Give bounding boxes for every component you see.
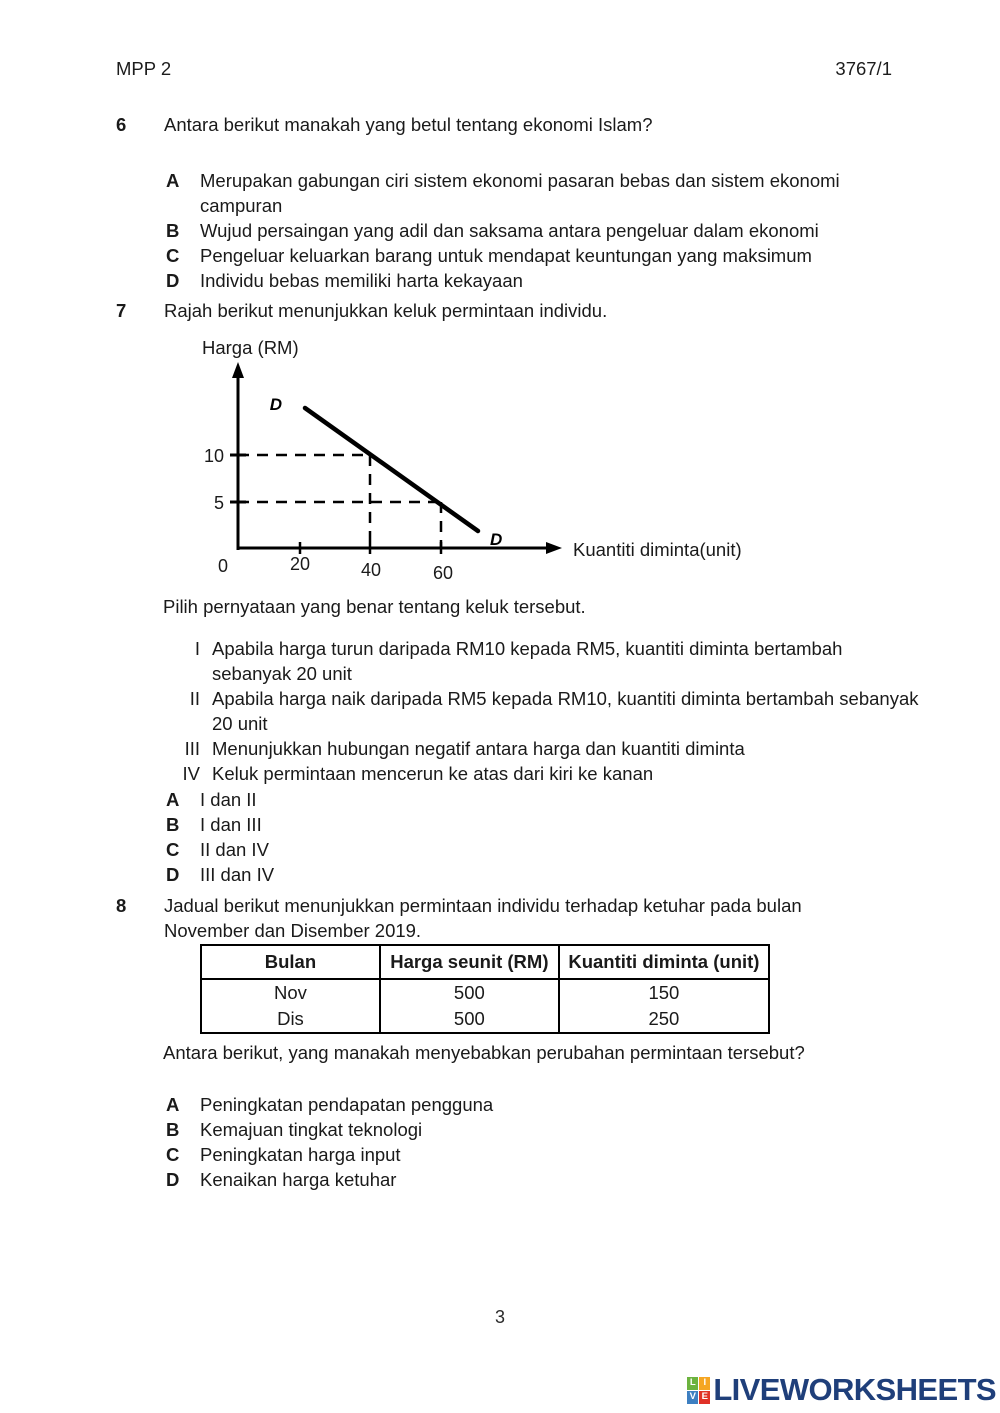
- option-8-C-letter: C: [166, 1144, 180, 1165]
- logo-tile-l: L: [687, 1377, 698, 1390]
- statement-7-II: [160, 686, 920, 736]
- statement-7-I-text: Apabila harga turun daripada RM10 kepada RM5, kuantiti diminta bertambah sebanyak 20 unit: [212, 638, 843, 684]
- option-8-C[interactable]: [166, 1142, 920, 1167]
- table-row: [201, 979, 769, 1006]
- statement-7-II-numeral: II: [189, 688, 200, 709]
- option-7-B[interactable]: [166, 812, 920, 837]
- option-7-C-letter: C: [166, 839, 180, 860]
- option-7-D[interactable]: [166, 862, 920, 887]
- option-8-A-text: Peningkatan pendapatan pengguna: [200, 1094, 494, 1115]
- question-7-statements: [160, 636, 920, 786]
- header-paper-code-left: MPP 2: [116, 58, 172, 79]
- chart-x-tick-label-20: 20: [289, 554, 311, 574]
- question-8: [116, 893, 888, 943]
- option-7-A-letter: A: [166, 789, 180, 810]
- option-8-D-text: Kenaikan harga ketuhar: [200, 1169, 397, 1190]
- option-8-B[interactable]: [166, 1117, 920, 1142]
- question-7: [116, 298, 908, 323]
- option-6-C[interactable]: [166, 243, 920, 268]
- question-7-number: 7: [116, 300, 127, 321]
- question-8-number: 8: [116, 895, 127, 916]
- liveworksheets-logo[interactable]: [687, 1372, 996, 1408]
- chart-x-tick-label-40: 40: [360, 560, 382, 580]
- chart-x-axis-arrow: [546, 542, 562, 554]
- statement-7-I-numeral: I: [194, 638, 200, 659]
- option-6-D[interactable]: [166, 268, 920, 293]
- option-8-B-letter: B: [166, 1119, 180, 1140]
- statement-7-II-text: Apabila harga naik daripada RM5 kepada RM10, kuantiti diminta bertambah sebanyak 20 unit: [212, 688, 919, 734]
- option-7-D-letter: D: [166, 864, 180, 885]
- table-cell-harga-dis: 500: [380, 1006, 559, 1033]
- header-paper-code-right: 3767/1: [835, 58, 892, 79]
- chart-x-tick-label-60: 60: [432, 563, 454, 583]
- option-8-A-letter: A: [166, 1094, 180, 1115]
- option-6-A[interactable]: [166, 168, 920, 218]
- question-8-stem: Jadual berikut menunjukkan permintaan individu terhadap ketuhar pada bulan November dan Disember 2019.: [164, 895, 802, 941]
- statement-7-IV: [160, 761, 920, 786]
- page-number: 3: [494, 1307, 505, 1327]
- table-cell-kuantiti-dis: 250: [559, 1006, 769, 1033]
- option-6-B-text: Wujud persaingan yang adil dan saksama antara pengeluar dalam ekonomi: [200, 220, 819, 241]
- option-7-B-text: I dan III: [200, 814, 262, 835]
- chart-demand-line: [305, 408, 478, 531]
- logo-tile-e: E: [699, 1391, 710, 1404]
- option-6-B[interactable]: [166, 218, 920, 243]
- chart-origin-label: 0: [217, 556, 229, 576]
- question-8-options: [166, 1092, 920, 1192]
- option-8-A[interactable]: [166, 1092, 920, 1117]
- chart-x-axis-label: Kuantiti diminta(unit): [573, 539, 742, 560]
- option-7-C-text: II dan IV: [200, 839, 269, 860]
- statement-7-I: [160, 636, 920, 686]
- option-8-D[interactable]: [166, 1167, 920, 1192]
- chart-y-axis-label: Harga (RM): [202, 337, 299, 358]
- demand-table: [200, 944, 770, 1034]
- table-header-bulan: Bulan: [201, 945, 380, 979]
- table-header-kuantiti: Kuantiti diminta (unit): [559, 945, 769, 979]
- option-7-B-letter: B: [166, 814, 180, 835]
- option-8-C-text: Peningkatan harga input: [200, 1144, 401, 1165]
- chart-demand-label-top: D: [269, 395, 282, 414]
- logo-tile-v: V: [687, 1391, 698, 1404]
- demand-table-wrapper: [200, 944, 770, 1034]
- logo-tile-i: I: [699, 1377, 710, 1390]
- question-6-options: [166, 168, 920, 293]
- option-6-B-letter: B: [166, 220, 180, 241]
- option-7-A-text: I dan II: [200, 789, 257, 810]
- chart-y-tick-label-5: 5: [213, 493, 224, 513]
- chart-y-axis-arrow: [232, 362, 244, 378]
- table-row: [201, 1006, 769, 1033]
- question-7-sub-prompt: Pilih pernyataan yang benar tentang keluk tersebut.: [163, 596, 586, 617]
- logo-tiles: [687, 1377, 710, 1404]
- question-8-sub-prompt: Antara berikut, yang manakah menyebabkan perubahan permintaan tersebut?: [163, 1042, 805, 1063]
- chart-demand-label-bottom: D: [490, 530, 503, 549]
- chart-y-tick-label-10: 10: [203, 446, 224, 466]
- table-cell-bulan-dis: Dis: [201, 1006, 380, 1033]
- option-6-A-letter: A: [166, 170, 180, 191]
- option-6-D-text: Individu bebas memiliki harta kekayaan: [200, 270, 523, 291]
- table-header-harga: Harga seunit (RM): [380, 945, 559, 979]
- statement-7-IV-text: Keluk permintaan mencerun ke atas dari kiri ke kanan: [212, 763, 654, 784]
- table-cell-kuantiti-nov: 150: [559, 979, 769, 1006]
- statement-7-III-numeral: III: [184, 738, 200, 759]
- question-6-number: 6: [116, 114, 127, 135]
- statement-7-III: [160, 736, 920, 761]
- question-7-options: [166, 787, 920, 887]
- option-6-A-text: Merupakan gabungan ciri sistem ekonomi pasaran bebas dan sistem ekonomi campuran: [200, 170, 840, 216]
- table-cell-harga-nov: 500: [380, 979, 559, 1006]
- option-8-D-letter: D: [166, 1169, 180, 1190]
- option-8-B-text: Kemajuan tingkat teknologi: [200, 1119, 423, 1140]
- option-7-A[interactable]: [166, 787, 920, 812]
- table-header-row: [201, 945, 769, 979]
- option-6-C-letter: C: [166, 245, 180, 266]
- option-6-D-letter: D: [166, 270, 180, 291]
- logo-wordmark: LIVEWORKSHEETS: [713, 1372, 996, 1407]
- question-6-stem: Antara berikut manakah yang betul tentang ekonomi Islam?: [164, 114, 653, 135]
- question-7-stem: Rajah berikut menunjukkan keluk permintaan individu.: [164, 300, 608, 321]
- table-cell-bulan-nov: Nov: [201, 979, 380, 1006]
- statement-7-IV-numeral: IV: [182, 763, 200, 784]
- demand-curve-figure: [190, 332, 810, 584]
- option-6-C-text: Pengeluar keluarkan barang untuk mendapat keuntungan yang maksimum: [200, 245, 812, 266]
- statement-7-III-text: Menunjukkan hubungan negatif antara harga dan kuantiti diminta: [212, 738, 745, 759]
- option-7-D-text: III dan IV: [200, 864, 275, 885]
- option-7-C[interactable]: [166, 837, 920, 862]
- question-6: [116, 112, 908, 137]
